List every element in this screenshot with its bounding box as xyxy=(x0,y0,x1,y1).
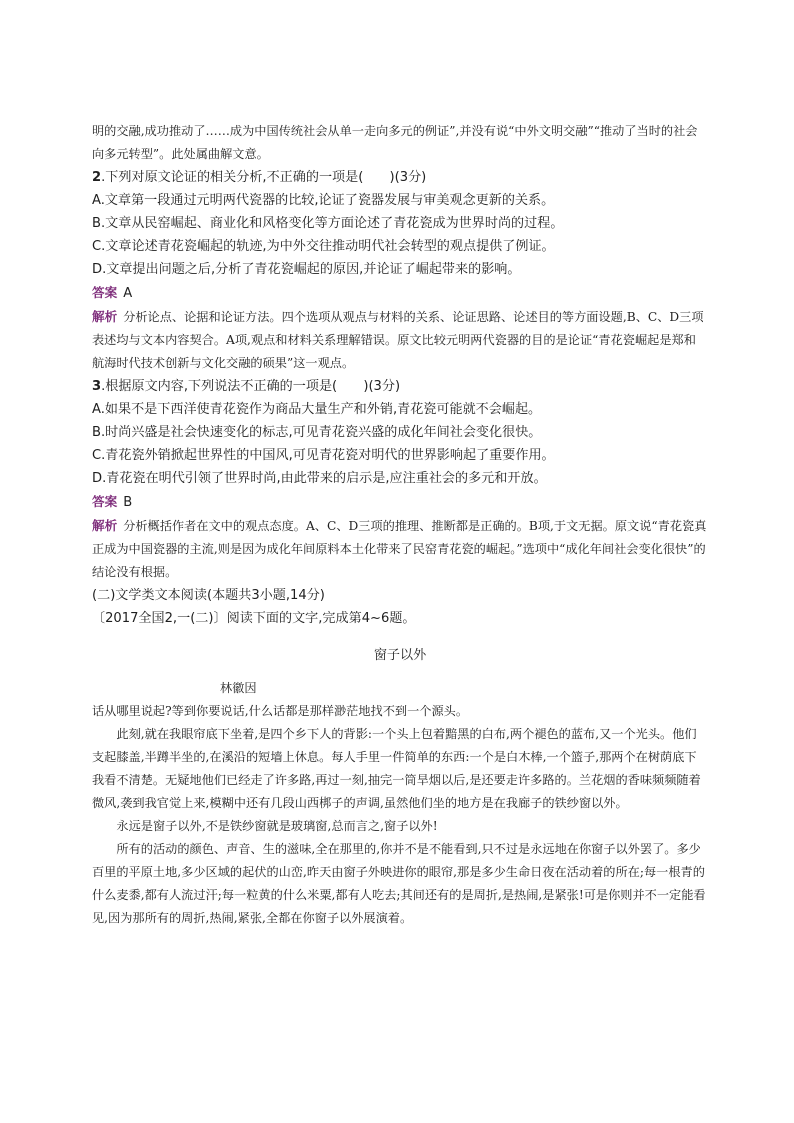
answer-value: A xyxy=(123,286,133,301)
section-2 xyxy=(92,584,708,630)
question-2-answer xyxy=(92,281,708,305)
analysis-text: 分析概括作者在文中的观点态度。A、C、D三项的推理、推断都是正确的。B项,于文无据。原文说“青花瓷真正成为中国瓷器的主流,则是因为成化年间原料本土化带来了民窑青花瓷的崛起。”选项中“成化年间社会变化很快”的结论没有根据。 xyxy=(92,519,707,579)
analysis-label: 解析 xyxy=(92,309,118,324)
question-2-option-a: A.文章第一段通过元明两代瓷器的比较,论证了瓷器发展与审美观念更新的关系。 xyxy=(92,193,555,208)
question-3-option-a: A.如果不是下西洋使青花瓷作为商品大量生产和外销,青花瓷可能就不会崛起。 xyxy=(92,402,542,417)
question-3-answer xyxy=(92,490,708,514)
question-2-stem xyxy=(92,166,708,189)
analysis-text: 分析论点、论据和论证方法。四个选项从观点与材料的关系、论证思路、论述目的等方面设题,B、C、D三项表述均与文本内容契合。A项,观点和材料关系理解错误。原文比较元明两代瓷器的目的是论证“青花瓷崛起是郑和航海时代技术创新与文化交融的硕果”这一观点。 xyxy=(92,310,704,370)
question-2 xyxy=(92,166,708,305)
question-3-number: 3 xyxy=(92,379,102,394)
question-3-stem xyxy=(92,375,708,398)
question-3-option-c: C.青花瓷外销掀起世界性的中国风,可见青花瓷对明代的世界影响起了重要作用。 xyxy=(92,448,555,463)
answer-label: 答案 xyxy=(92,494,118,509)
passage-title: 窗子以外 xyxy=(373,648,427,663)
passage-paragraph: 此刻,就在我眼帘底下坐着,是四个乡下人的背影:一个头上包着黯黑的白布,两个褪色的蓝布,又一个光头。他们支起膝盖,半蹲半坐的,在溪沿的短墙上休息。每人手里一件简单的东西:一个是白木棒,一个篮子,那两个在树荫底下我看不清楚。无疑地他们已经走了许多路,再过一刻,抽完一筒旱烟以后,是还要走许多路的。兰花烟的香味频频随着微风,袭到我官觉上来,模糊中还有几段山西梆子的声调,虽然他们坐的地方是在我廊子的铁纱窗以外。 xyxy=(92,727,701,810)
section-2-heading: (二)文学类文本阅读(本题共3小题,14分) xyxy=(92,588,325,603)
passage-paragraph: 所有的活动的颜色、声音、生的滋味,全在那里的,你并不是不能看到,只不过是永远地在你窗子以外罢了。多少百里的平原土地,多少区域的起伏的山峦,昨天由窗子外映进你的眼帘,那是多少生命日夜在活动着的所在;每一根青的什么麦黍,都有人流过汗;每一粒黄的什么米粟,都有人吃去;其间还有的是周折,是热闹,是紧张!可是你则并不一定能看见,因为那所有的周折,热闹,紧张,全都在你窗子以外展演着。 xyxy=(92,842,706,925)
answer-value: B xyxy=(123,495,133,510)
document-page xyxy=(92,120,708,930)
passage-author: 林徽因 xyxy=(220,681,257,695)
passage-paragraph: 永远是窗子以外,不是铁纱窗就是玻璃窗,总而言之,窗子以外! xyxy=(116,819,438,833)
question-3-text: .根据原文内容,下列说法不正确的一项是( )(3分) xyxy=(101,379,401,394)
question-3 xyxy=(92,375,708,514)
analysis-label: 解析 xyxy=(92,518,118,533)
question-3-option-d: D.青花瓷在明代引领了世界时尚,由此带来的启示是,应注重社会的多元和开放。 xyxy=(92,471,547,486)
answer-label: 答案 xyxy=(92,285,118,300)
section-2-instruction: 〔2017全国2,一(二)〕阅读下面的文字,完成第4~6题。 xyxy=(92,611,416,626)
question-2-text: .下列对原文论证的相关分析,不正确的一项是( )(3分) xyxy=(101,170,427,185)
question-2-option-c: C.文章论述青花瓷崛起的轨迹,为中外交往推动明代社会转型的观点提供了例证。 xyxy=(92,239,555,254)
question-2-option-b: B.文章从民窑崛起、商业化和风格变化等方面论述了青花瓷成为世界时尚的过程。 xyxy=(92,216,564,231)
question-2-analysis xyxy=(92,305,708,375)
intro-continuation: 明的交融,成功推动了……成为中国传统社会从单一走向多元的例证”,并没有说“中外文明交融”“推动了当时的社会向多元转型”。此处属曲解文意。 xyxy=(92,124,698,161)
question-3-option-b: B.时尚兴盛是社会快速变化的标志,可见青花瓷兴盛的成化年间社会变化很快。 xyxy=(92,425,542,440)
question-2-option-d: D.文章提出问题之后,分析了青花瓷崛起的原因,并论证了崛起带来的影响。 xyxy=(92,262,521,277)
passage-paragraph: 话从哪里说起?等到你要说话,什么话都是那样渺茫地找不到一个源头。 xyxy=(92,704,469,718)
question-2-number: 2 xyxy=(92,170,102,185)
question-3-analysis xyxy=(92,514,708,584)
